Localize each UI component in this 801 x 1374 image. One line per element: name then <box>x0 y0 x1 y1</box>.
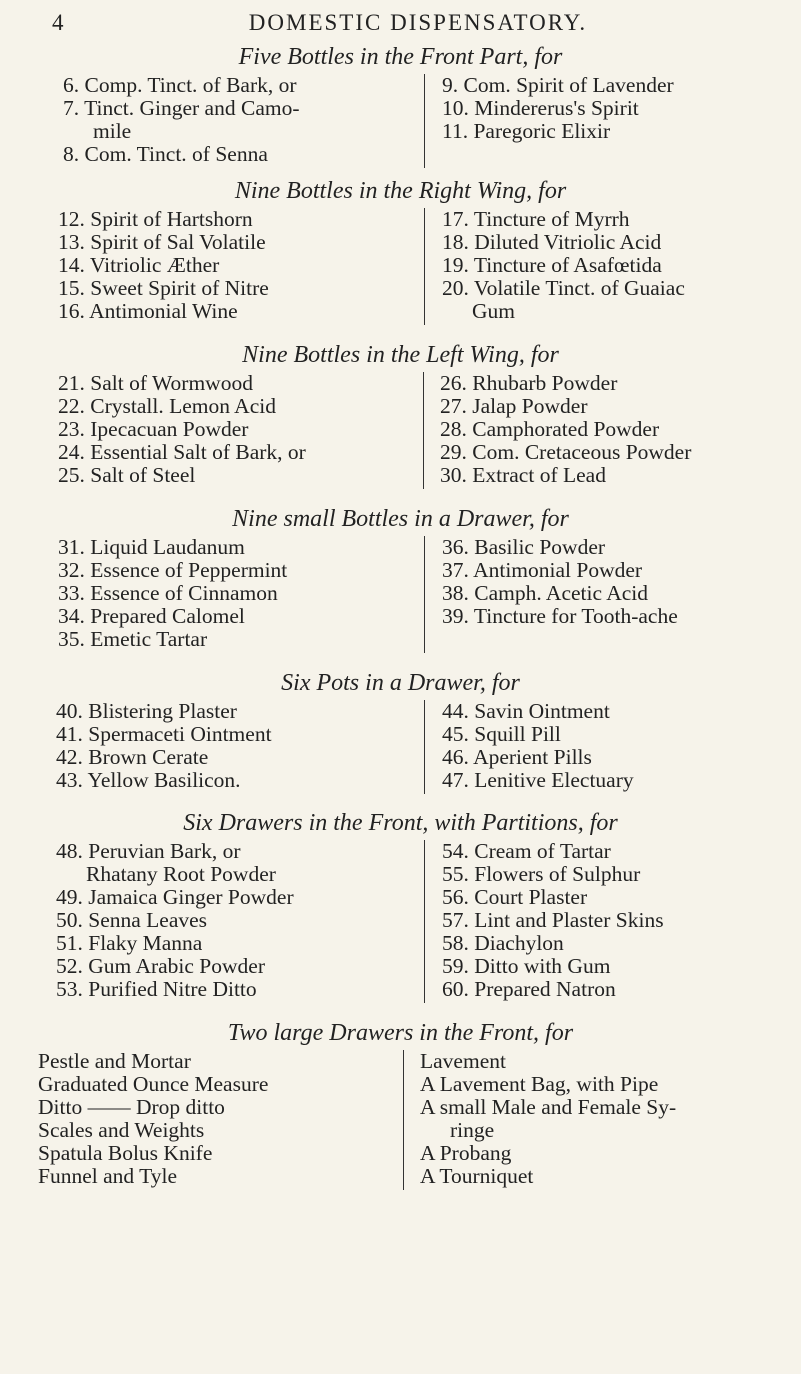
list-item: 36. Basilic Powder <box>442 535 606 559</box>
list-item: ringe <box>450 1118 495 1142</box>
list-item: 25. Salt of Steel <box>58 463 196 487</box>
list-item: 15. Sweet Spirit of Nitre <box>58 276 269 300</box>
right-column <box>442 536 678 628</box>
section-title: Five Bottles in the Front Part, for <box>238 44 563 70</box>
list-item: 39. Tincture for Tooth-ache <box>442 604 678 628</box>
list-item: 44. Savin Ointment <box>442 699 610 723</box>
list-item: Spatula Bolus Knife <box>38 1141 213 1165</box>
list-item: 6. Comp. Tinct. of Bark, or <box>63 73 297 97</box>
list-item: 17. Tincture of Myrrh <box>442 207 630 231</box>
section-title: Nine Bottles in the Left Wing, for <box>242 342 559 368</box>
right-column <box>442 840 664 1001</box>
list-item: 33. Essence of Cinnamon <box>58 581 278 605</box>
column-divider <box>424 536 425 653</box>
list-item: Pestle and Mortar <box>38 1049 191 1073</box>
list-item: 40. Blistering Plaster <box>56 699 237 723</box>
list-item: A small Male and Female Sy- <box>420 1095 677 1119</box>
right-column <box>442 74 674 143</box>
list-item: 29. Com. Cretaceous Powder <box>440 440 692 464</box>
list-item: Rhatany Root Powder <box>86 862 276 886</box>
list-item: 38. Camph. Acetic Acid <box>442 581 649 605</box>
list-item: 42. Brown Cerate <box>56 745 209 769</box>
list-item: 16. Antimonial Wine <box>58 299 238 323</box>
list-item: 12. Spirit of Hartshorn <box>58 207 253 231</box>
list-item: 57. Lint and Plaster Skins <box>442 908 664 932</box>
list-item: Gum <box>472 299 515 323</box>
left-column <box>58 372 306 487</box>
list-item: 10. Mindererus's Spirit <box>442 96 639 120</box>
list-item: 32. Essence of Peppermint <box>58 558 288 582</box>
column-divider <box>424 208 425 325</box>
list-item: 14. Vitriolic Æther <box>58 253 220 277</box>
list-item: 51. Flaky Manna <box>56 931 203 955</box>
list-item: 54. Cream of Tartar <box>442 839 611 863</box>
list-item: 55. Flowers of Sulphur <box>442 862 641 886</box>
list-item: 8. Com. Tinct. of Senna <box>63 142 268 166</box>
right-column <box>420 1050 676 1188</box>
list-item: Graduated Ounce Measure <box>38 1072 269 1096</box>
column-divider <box>424 840 425 1003</box>
list-item: Scales and Weights <box>38 1118 205 1142</box>
list-item: 53. Purified Nitre Ditto <box>56 977 257 1001</box>
list-item: 21. Salt of Wormwood <box>58 371 253 395</box>
right-column <box>442 208 685 323</box>
list-item: 27. Jalap Powder <box>440 394 588 418</box>
left-column <box>63 74 300 166</box>
list-item: 59. Ditto with Gum <box>442 954 611 978</box>
list-item: Ditto —— Drop ditto <box>38 1095 225 1119</box>
list-item: 24. Essential Salt of Bark, or <box>58 440 306 464</box>
list-item: 34. Prepared Calomel <box>58 604 245 628</box>
list-item: 31. Liquid Laudanum <box>58 535 245 559</box>
list-item: 50. Senna Leaves <box>56 908 208 932</box>
list-item: 47. Lenitive Electuary <box>442 768 634 792</box>
section-title: Six Pots in a Drawer, for <box>281 670 520 696</box>
list-item: 19. Tincture of Asafœtida <box>442 253 662 277</box>
list-item: Lavement <box>420 1049 506 1073</box>
list-item: 20. Volatile Tinct. of Guaiac <box>442 276 685 300</box>
running-head: DOMESTIC DISPENSATORY. <box>248 10 588 35</box>
left-column <box>38 1050 268 1188</box>
left-column <box>56 700 272 792</box>
column-divider <box>403 1050 404 1190</box>
left-column <box>58 208 269 323</box>
list-item: 7. Tinct. Ginger and Camo- <box>63 96 300 120</box>
list-item: 58. Diachylon <box>442 931 564 955</box>
list-item: A Lavement Bag, with Pipe <box>420 1072 659 1096</box>
right-column <box>442 700 634 792</box>
list-item: 46. Aperient Pills <box>442 745 592 769</box>
list-item: 49. Jamaica Ginger Powder <box>56 885 294 909</box>
left-column <box>58 536 287 651</box>
list-item: 22. Crystall. Lemon Acid <box>58 394 276 418</box>
list-item: mile <box>93 119 132 143</box>
list-item: A Probang <box>420 1141 512 1165</box>
list-item: 37. Antimonial Powder <box>442 558 643 582</box>
list-item: 26. Rhubarb Powder <box>440 371 618 395</box>
column-divider <box>424 74 425 168</box>
list-item: 56. Court Plaster <box>442 885 588 909</box>
list-item: 35. Emetic Tartar <box>58 627 208 651</box>
list-item: 45. Squill Pill <box>442 722 561 746</box>
list-item: 11. Paregoric Elixir <box>442 119 611 143</box>
list-item: 30. Extract of Lead <box>440 463 606 487</box>
section-title: Nine small Bottles in a Drawer, for <box>232 506 569 532</box>
list-item: 43. Yellow Basilicon. <box>56 768 241 792</box>
page-number: 4 <box>52 10 66 35</box>
right-column <box>440 372 691 487</box>
column-divider <box>424 700 425 794</box>
section-title: Two large Drawers in the Front, for <box>227 1020 574 1046</box>
section-title: Six Drawers in the Front, with Partitions, for <box>183 810 618 836</box>
section-title: Nine Bottles in the Right Wing, for <box>234 178 567 204</box>
list-item: Funnel and Tyle <box>38 1164 178 1188</box>
list-item: 9. Com. Spirit of Lavender <box>442 73 674 97</box>
list-item: 13. Spirit of Sal Volatile <box>58 230 266 254</box>
list-item: 60. Prepared Natron <box>442 977 616 1001</box>
column-divider <box>423 372 424 489</box>
list-item: 23. Ipecacuan Powder <box>58 417 249 441</box>
list-item: A Tourniquet <box>420 1164 534 1188</box>
list-item: 52. Gum Arabic Powder <box>56 954 265 978</box>
list-item: 41. Spermaceti Ointment <box>56 722 272 746</box>
list-item: 18. Diluted Vitriolic Acid <box>442 230 662 254</box>
list-item: 28. Camphorated Powder <box>440 417 660 441</box>
list-item: 48. Peruvian Bark, or <box>56 839 241 863</box>
left-column <box>56 840 294 1001</box>
